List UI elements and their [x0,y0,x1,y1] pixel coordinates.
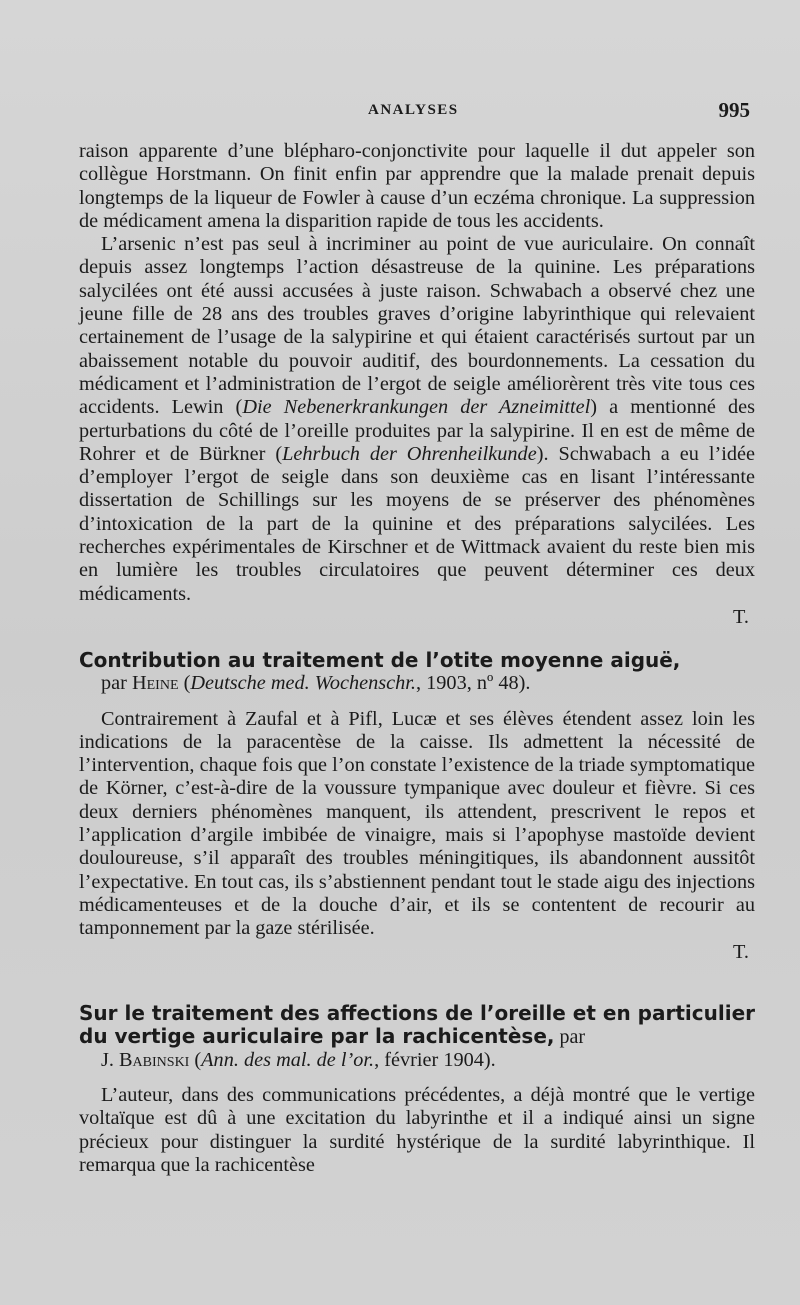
author-initial: T. [733,605,749,628]
section-source-otite [101,672,755,695]
section-heading-otite: Contribution au traitement de l’otite moyenne aiguë, [79,648,681,673]
book-title-nebenerkrankungen: Die Nebenerkrankungen der Azneimittel [242,396,591,419]
paragraph-text: L’arsenic n’est pas seul à incriminer au point de vue auriculaire. On connaît depuis assez longtemps l’action désastreuse de la quinine. Les préparations salycilées ont été aussi accusées à juste raison. Schwabach a observé chez une jeune fille de 28 ans des troubles graves d’origine labyrinthique qui relevaient certainement de l’usage de la salypirine et qui étaient caractérisés surtout par un abaissement notable du pouvoir auditif, des bourdonnements. La cessation du médicament et l’administration de l’ergot de seigle améliorèrent très vite tous ces accidents. Lewin ( [79,233,755,419]
paragraph-paracentese: Contrairement à Zaufal et à Pifl, Lucæ et ses élèves étendent assez loin les indications de la paracentèse de la caisse. Ils admettent la nécessité de l’intervention, chaque fois que l’on constate l’existence de la triade symptomatique de Körner, c’est-à-dire de la voussure tympanique avec douleur et fièvre. Si ces deux derniers phénomènes manquent, ils attendent, prescrivent le repos et l’application d’argile imbibée de vinaigre, mais si l’apophyse mastoïde devient douloureuse, s’il apparaît des troubles méningitiques, ils abandonnent aussitôt l’expectative. En tout cas, ils s’abstiennent pendant tout le stade aigu des injections médicamenteuses et de la douche d’air, et ils se contentent de recourir au tamponnement par la gaze stérilisée. [79,707,755,940]
running-title: ANALYSES [368,102,459,118]
page-header [0,98,800,128]
source-author: Heine [131,672,179,695]
section-heading-rachicentese [79,1002,755,1049]
spacer [79,629,755,649]
page-body [79,140,755,1177]
paragraph-arsenic [79,233,755,606]
source-paren: ( [189,1048,202,1071]
paragraph-vertige: L’auteur, dans des communications précédentes, a déjà montré que le vertige voltaïque est dû à une excitation du labyrinthe et il a indiqué ainsi un signe précieux pour distinguer la surdité hystérique de la surdité labyrinthique. Il remarqua que la rachicentèse [79,1084,755,1176]
paragraph-text: ) a mentionné des perturbations du côté de l’oreille produites par la salypirine. Il en est de même de Rohrer et de Bürkner ( [79,396,755,465]
paragraph-continuation: raison apparente d’une blépharo-conjonctivite pour laquelle il dut appeler son collègue Horstmann. On finit enfin par apprendre que la malade prenait depuis longtemps de la liqueur de Fowler à cause d’un eczéma chronique. La suppression de médicament amena la disparition rapide de tous les accidents. [79,140,755,232]
source-details: , 1903, nº 48). [416,672,531,695]
heading-text: Sur le traitement des affections de l’oreille et en particulier du vertige auriculaire par la rachicentèse, [79,1000,755,1048]
source-prefix: par [101,672,132,695]
source-journal: Ann. des mal. de l’or. [201,1048,375,1071]
book-title-lehrbuch: Lehrbuch der Ohrenheilkunde [282,442,537,465]
heading-tail: par [554,1025,586,1048]
source-paren: ( [178,672,191,695]
author-initial: T. [733,940,749,963]
source-details: , février 1904). [374,1048,496,1071]
page-number: 995 [718,98,750,122]
paragraph-text: ). Schwabach a eu l’idée d’employer l’ergot de seigle dans son deuxième cas en lisant l’intéressante dissertation de Schillings sur les moyens de se préserver des phénomènes d’intoxication de la part de la quinine et des préparations salycilées. Les recherches expérimentales de Kirschner et de Wittmack avaient du reste bien mis en lumière les troubles circulatoires que peuvent déterminer ces deux médicaments. [79,442,756,605]
source-journal: Deutsche med. Wochenschr. [190,672,416,695]
source-author: J. Babinski [101,1048,190,1071]
section-source-rachicentese [101,1049,755,1072]
